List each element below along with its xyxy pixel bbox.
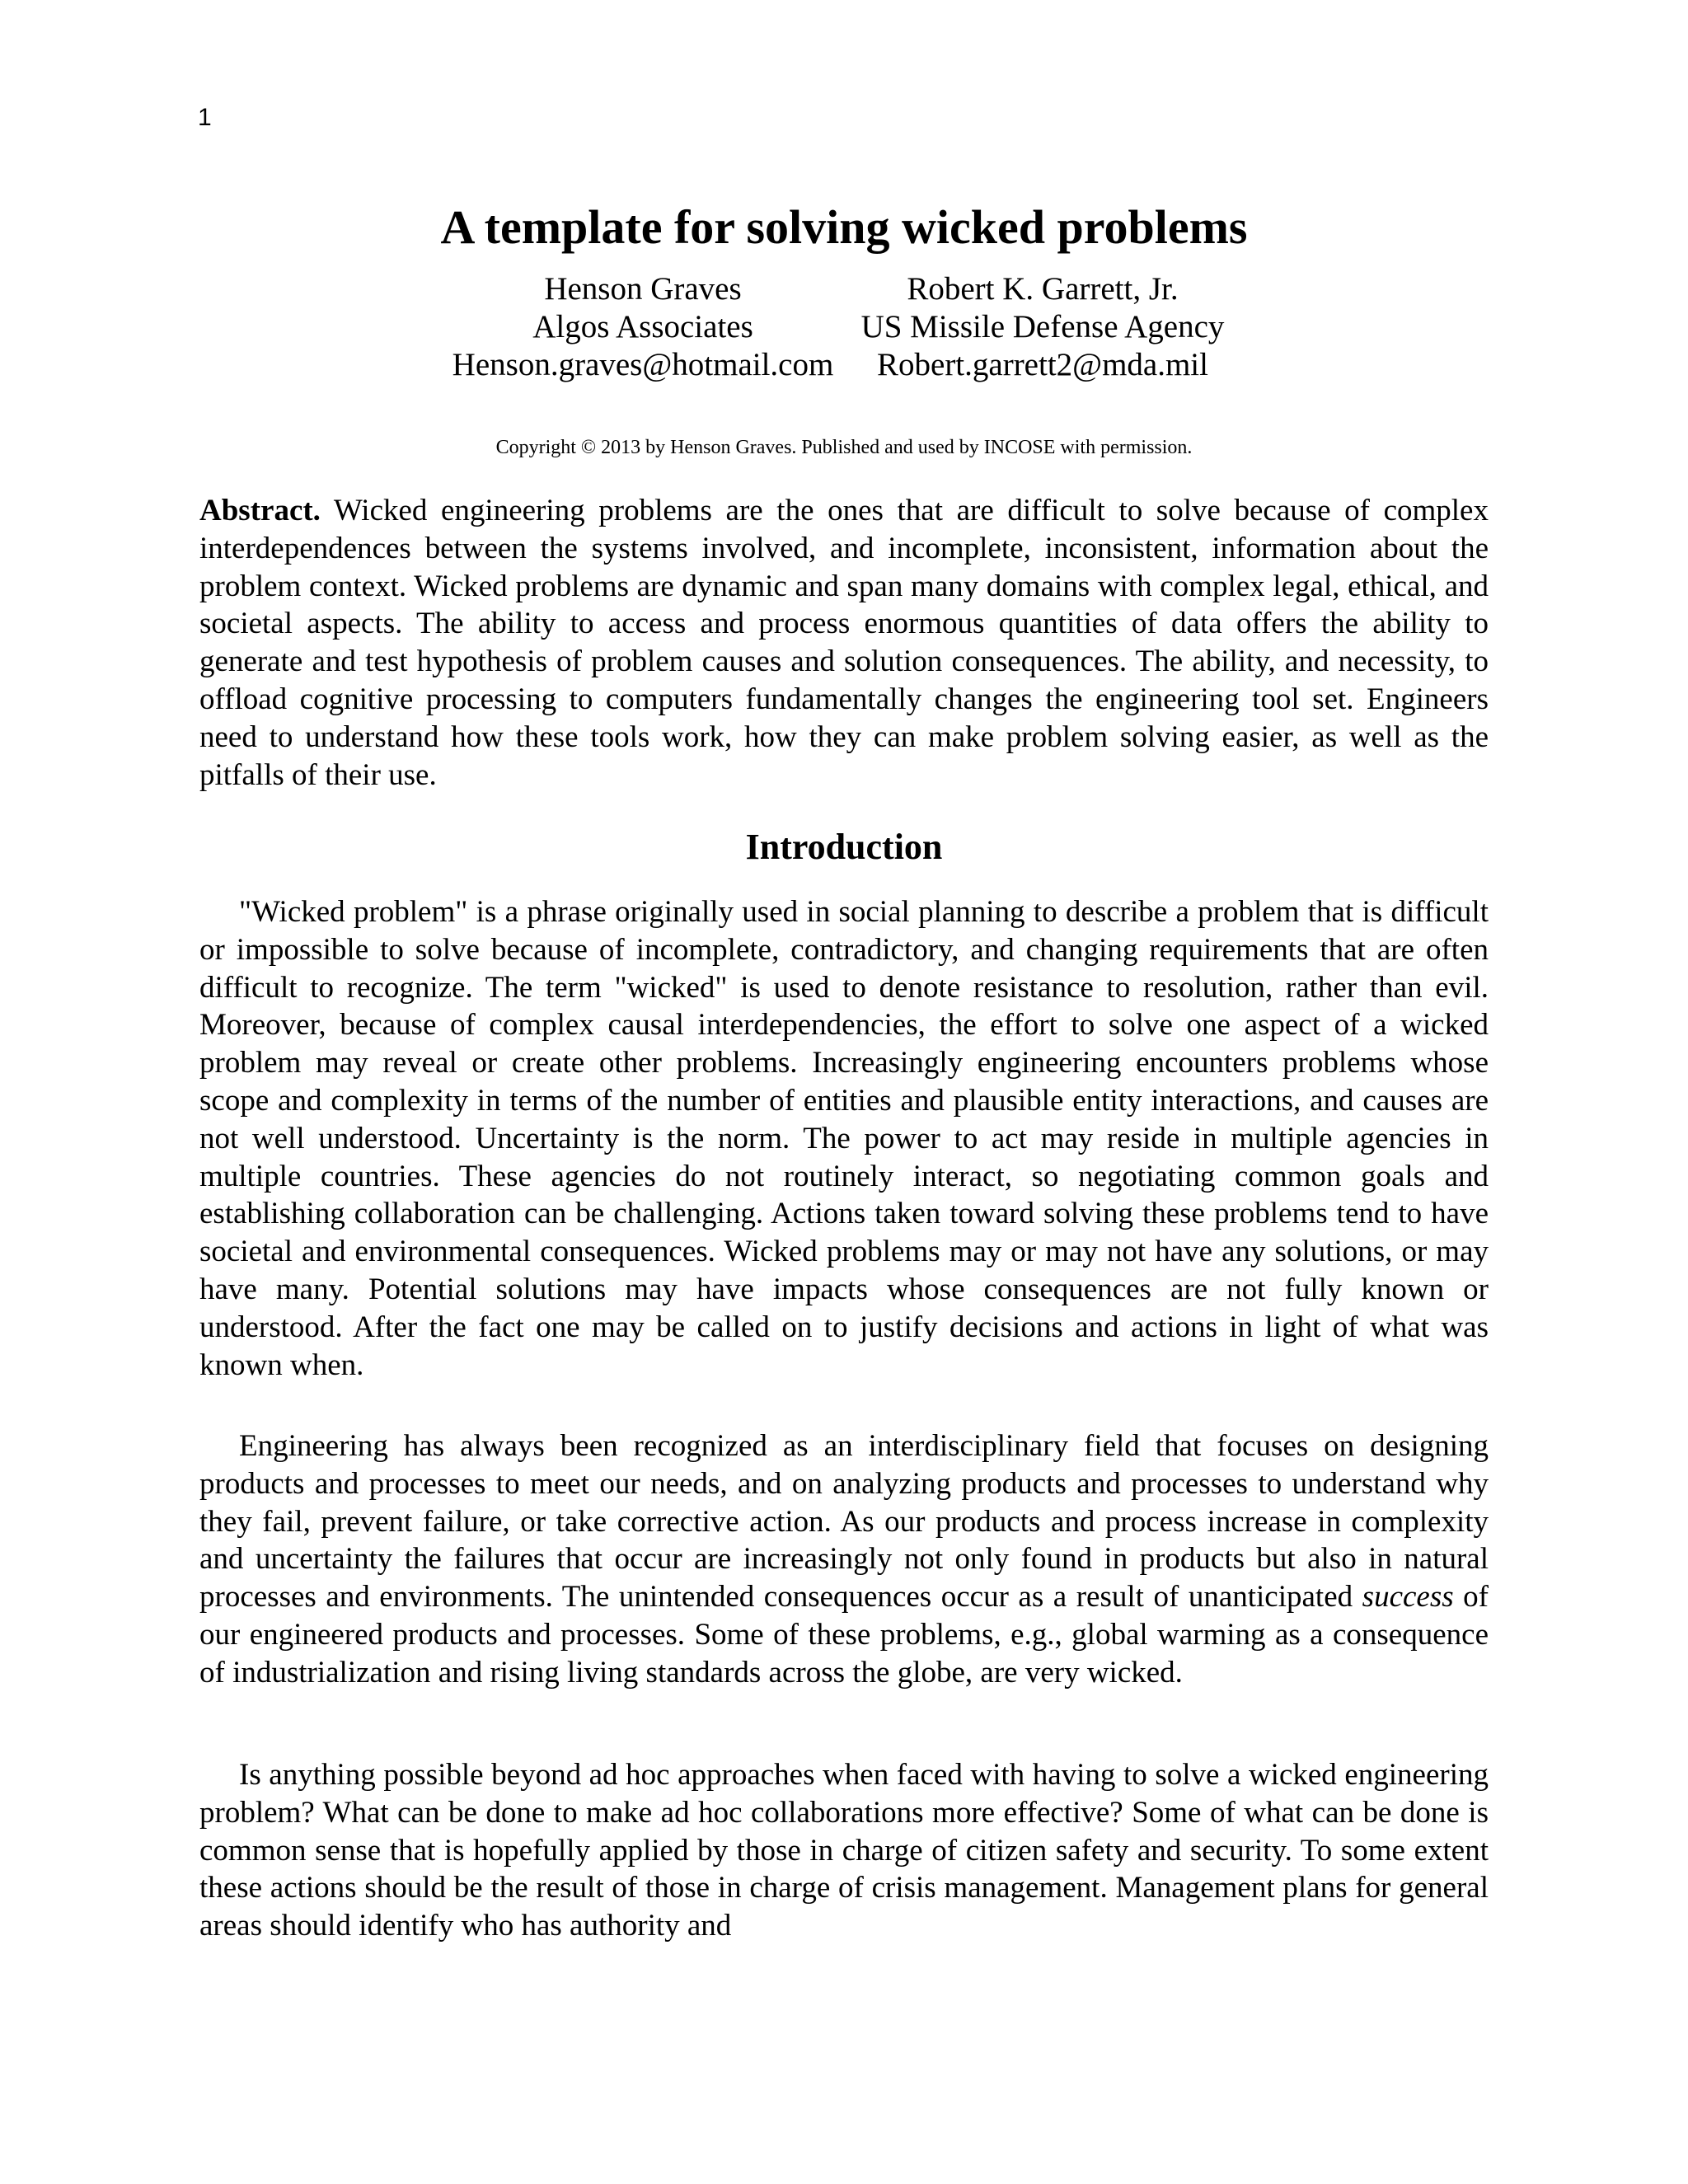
page-number: 1 [198,104,212,131]
author-email: Henson.graves@hotmail.com [452,347,834,382]
author-name: Henson Graves [544,271,742,307]
intro-paragraph-1: "Wicked problem" is a phrase originally used in social planning to describe a problem that is difficult or impossible to solve because of incomplete, contradictory, and changing requirements that are often difficult to recognize. The term "wicked" is used to denote resistance to resolution, rather than evil. Moreover, because of complex causal interdependencies, the effort to solve one aspect of a wicked problem may reveal or create other problems. Increasingly engineering encounters problems whose scope and complexity in terms of the number of entities and plausible entity interactions, and causes are not well understood. Uncertainty is the norm. The power to act may reside in multiple agencies in multiple countries. These agencies do not routinely interact, so negotiating common goals and establishing collaboration can be challenging. Actions taken toward solving these problems tend to have societal and environmental consequences. Wicked problems may or may not have any solutions, or may have many. Potential solutions may have impacts whose consequences are not fully known or understood. After the fact one may be called on to justify decisions and actions in light of what was known when. [199,895,1489,1382]
copyright-notice: Copyright © 2013 by Henson Graves. Published and used by INCOSE with permission. [495,437,1193,458]
author-1 [437,270,849,384]
intro-paragraph-3: Is anything possible beyond ad hoc approaches when faced with having to solve a wicked engineering problem? What can be done to make ad hoc collaborations more effective? Some of what can be done is common sense that is hopefully applied by those in charge of citizen safety and security. To some extent these actions should be the result of those in charge of crisis management. Management plans for general areas should identify who has authority and [199,1758,1489,1943]
abstract-text: Wicked engineering problems are the ones that are difficult to solve because of complex interdependences between the systems involved, and incomplete, inconsistent, information about the problem context. Wicked problems are dynamic and span many domains with complex legal, ethical, and societal aspects. The ability to access and process enormous quantities of data offers the ability to generate and test hypothesis of problem causes and solution consequences. The ability, and necessity, to offload cognitive processing to computers fundamentally changes the engineering tool set. Engineers need to understand how these tools work, how they can make problem solving easier, as well as the pitfalls of their use. [199,494,1489,792]
abstract [199,492,1489,794]
emphasized-word: success [1362,1580,1454,1615]
intro-paragraph-2 [199,1427,1489,1692]
section-heading-introduction: Introduction [745,827,943,867]
paragraph-text: of our engineered products and processes. Some of these problems, e.g., global warming as a consequence of industrialization and rising living standards across the globe, are very wicked. [199,1580,1489,1690]
abstract-label: Abstract. [199,494,321,527]
paper-title: A template for solving wicked problems [440,200,1248,254]
author-email: Robert.garrett2@mda.mil [877,347,1208,382]
author-2 [853,270,1232,384]
paragraph-text: Engineering has always been recognized as an interdisciplinary field that focuses on designing products and processes to meet our needs, and on analyzing products and processes to understand why they fail, prevent failure, or take corrective action. As our products and process increase in complexity and uncertainty the failures that occur are increasingly not only found in products but also in natural processes and environments. The unintended consequences occur as a result of unanticipated [199,1429,1489,1615]
author-affiliation: Algos Associates [532,309,753,344]
author-affiliation: US Missile Defense Agency [860,309,1225,344]
author-name: Robert K. Garrett, Jr. [907,271,1179,307]
